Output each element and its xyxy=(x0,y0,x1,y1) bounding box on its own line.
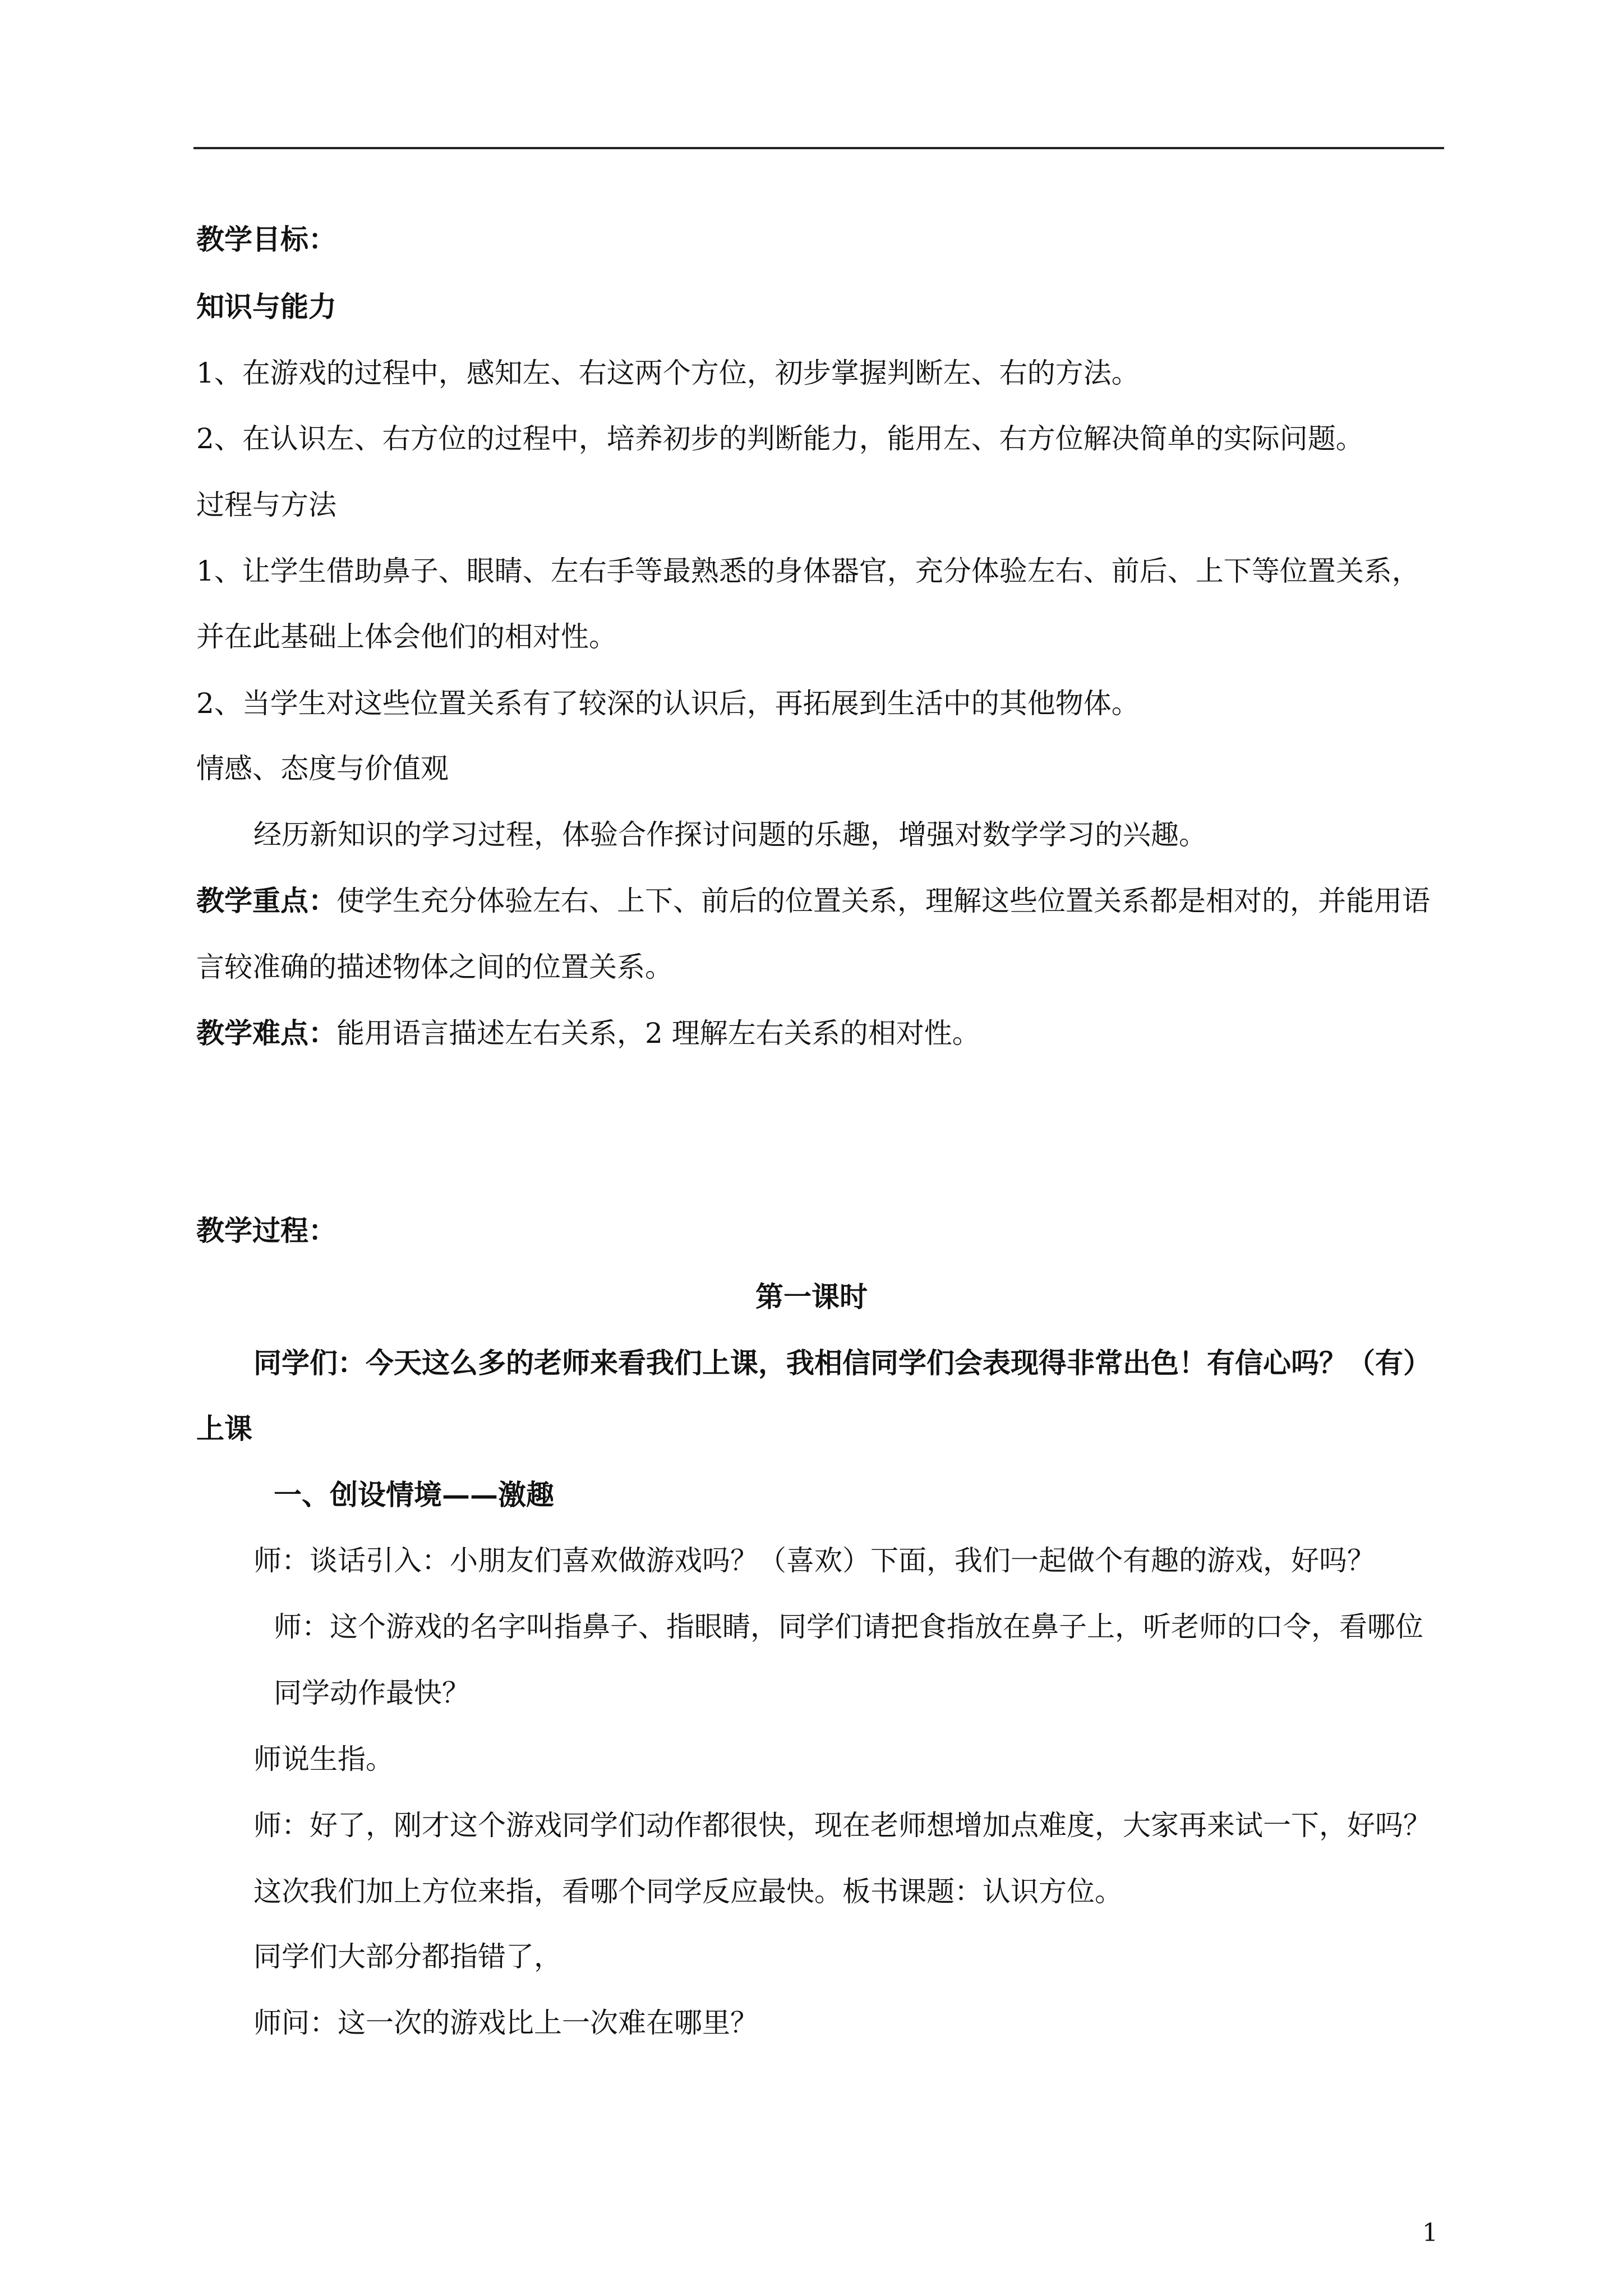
teacher-line-2a: 师：这个游戏的名字叫指鼻子、指眼睛，同学们请把食指放在鼻子上，听老师的口令，看哪位 xyxy=(274,1611,1423,1643)
key-points-line-2: 言较准确的描述物体之间的位置关系。 xyxy=(196,951,673,983)
teacher-line-4a: 师：好了，刚才这个游戏同学们动作都很快，现在老师想增加点难度，大家再来试一下，好吗？ xyxy=(253,1809,1431,1842)
knowledge-item-1: 1、在游戏的过程中，感知左、右这两个方位，初步掌握判断左、右的方法。 xyxy=(196,357,1140,389)
teacher-line-3: 师说生指。 xyxy=(253,1743,394,1775)
teacher-line-4b: 这次我们加上方位来指，看哪个同学反应最快。板书课题：认识方位。 xyxy=(253,1875,1123,1908)
page-number: 1 xyxy=(1422,2219,1438,2247)
lesson-title: 第一课时 xyxy=(755,1280,868,1313)
difficulty-label: 教学难点： xyxy=(196,1016,336,1050)
teacher-line-5: 师问：这一次的游戏比上一次难在哪里？ xyxy=(253,2007,758,2039)
process-heading: 过程与方法 xyxy=(196,489,336,521)
key-points-text: 使学生充分体验左右、上下、前后的位置关系，理解这些位置关系都是相对的，并能用语 xyxy=(336,885,1430,917)
process-item-1-line-1: 1、让学生借助鼻子、眼睛、左右手等最熟悉的身体器官，充分体验左右、前后、上下等位置关系， xyxy=(196,555,1420,587)
emotion-text: 经历新知识的学习过程，体验合作探讨问题的乐趣，增强对数学学习的兴趣。 xyxy=(253,818,1207,851)
teacher-line-2b: 同学动作最快？ xyxy=(274,1677,470,1709)
intro-line-2: 上课 xyxy=(196,1412,252,1445)
goals-heading: 教学目标： xyxy=(196,223,336,256)
intro-line-1: 同学们：今天这么多的老师来看我们上课，我相信同学们会表现得非常出色！有信心吗？（有） xyxy=(253,1346,1431,1379)
process-item-1-line-2: 并在此基础上体会他们的相对性。 xyxy=(196,620,617,653)
difficulty-text: 能用语言描述左右关系，2 理解左右关系的相对性。 xyxy=(336,1017,980,1050)
key-points-line-1 xyxy=(196,884,1430,918)
teacher-line-1: 师：谈话引入：小朋友们喜欢做游戏吗？（喜欢）下面，我们一起做个有趣的游戏，好吗？ xyxy=(253,1544,1375,1577)
key-points-label: 教学重点： xyxy=(196,884,336,917)
process-item-2: 2、当学生对这些位置关系有了较深的认识后，再拓展到生活中的其他物体。 xyxy=(196,687,1140,720)
students-line: 同学们大部分都指错了， xyxy=(253,1940,562,1973)
knowledge-heading: 知识与能力 xyxy=(196,290,336,323)
section-1-heading: 一、创设情境——激趣 xyxy=(274,1478,554,1511)
emotion-heading: 情感、态度与价值观 xyxy=(196,752,449,785)
difficulty-line xyxy=(196,1016,980,1050)
knowledge-item-2: 2、在认识左、右方位的过程中，培养初步的判断能力，能用左、右方位解决简单的实际问题。 xyxy=(196,422,1364,455)
header-rule xyxy=(193,147,1444,149)
teaching-process-title: 教学过程： xyxy=(196,1214,336,1247)
